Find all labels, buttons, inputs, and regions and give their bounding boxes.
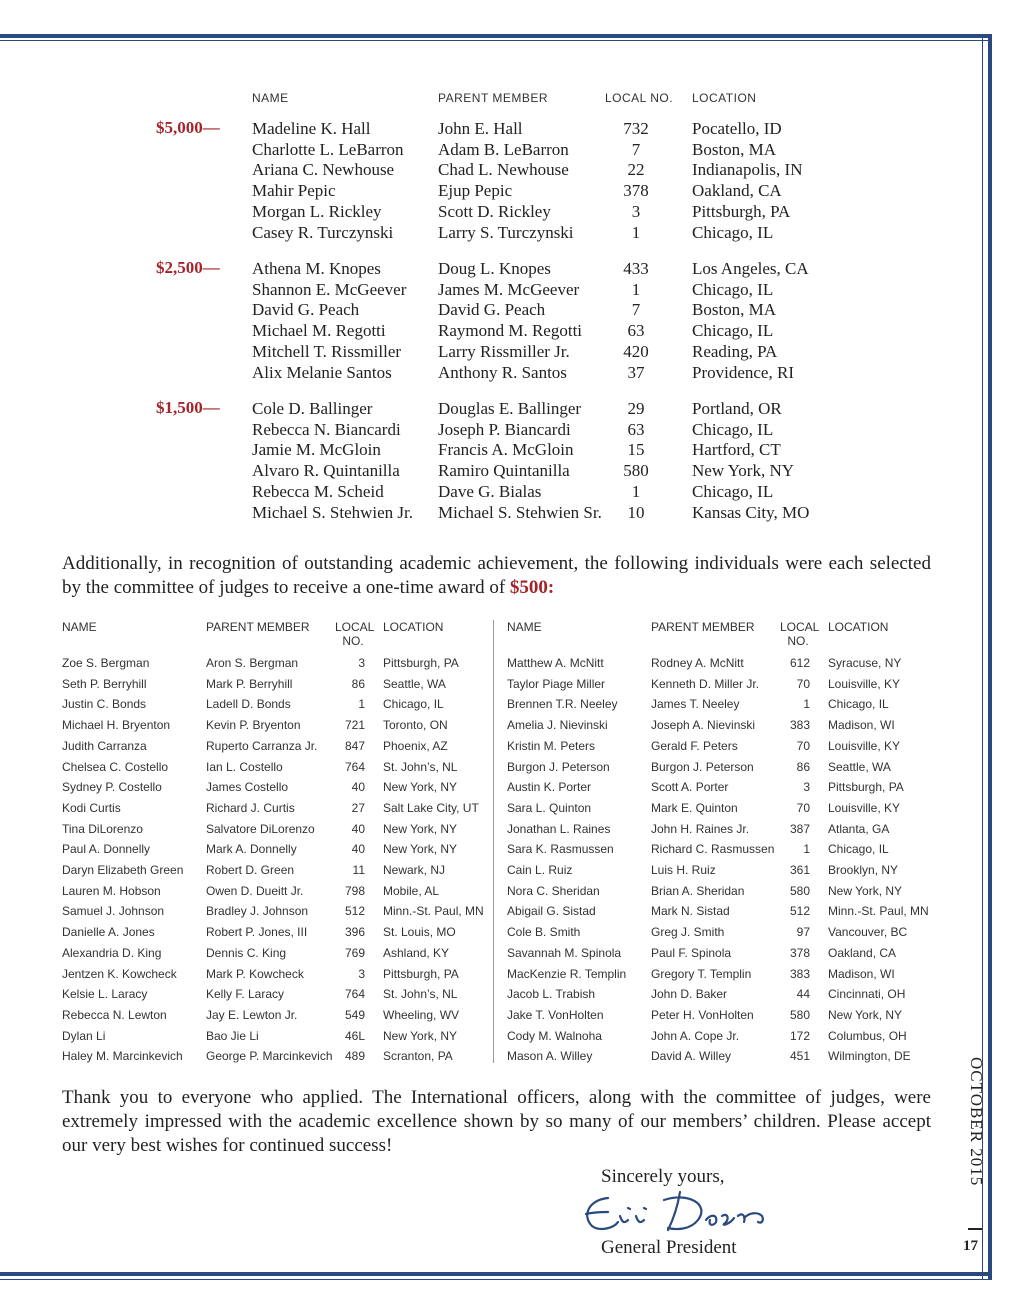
recipient-name: Charlotte L. LeBarron	[252, 139, 404, 159]
recipient-name: Jake T. VonHolten	[507, 1007, 604, 1022]
recipient-name: Lauren M. Hobson	[62, 883, 161, 898]
local-number: 378	[623, 181, 649, 201]
small-header-parent-right: PARENT MEMBER	[651, 620, 755, 634]
parent-member: James Costello	[206, 780, 289, 795]
recipient-name: Burgon J. Peterson	[507, 759, 610, 774]
local-number: 3	[631, 201, 641, 221]
local-number: 580	[789, 883, 810, 898]
local-number: 70	[796, 800, 810, 815]
table-row	[0, 460, 960, 481]
parent-member: Raymond M. Regotti	[438, 321, 583, 341]
recipient-name: Brennen T.R. Neeley	[507, 697, 618, 712]
parent-member: Dave G. Bialas	[438, 481, 542, 501]
recipient-name: Jonathan L. Raines	[507, 821, 611, 836]
parent-member: Robert D. Green	[206, 863, 295, 877]
parent-member: Aron S. Bergman	[206, 656, 299, 670]
local-number: 63	[627, 419, 645, 439]
local-number: 378	[789, 945, 810, 960]
parent-member: Salvatore DiLorenzo	[206, 821, 315, 836]
local-number: 396	[344, 925, 365, 940]
parent-member: Ian L. Costello	[206, 759, 283, 774]
local-number: 172	[789, 1028, 810, 1043]
table-row	[0, 419, 960, 440]
local-number: 27	[351, 800, 365, 815]
recipient-name: Jacob L. Trabish	[507, 987, 596, 1002]
parent-member: Ruperto Carranza Jr.	[206, 738, 318, 753]
signature-image	[578, 1186, 788, 1240]
location: Pittsburgh, PA	[828, 780, 904, 795]
recipient-name: Samuel J. Johnson	[62, 904, 165, 919]
location: New York, NY	[828, 883, 903, 898]
location: Ashland, KY	[383, 945, 450, 960]
parent-member: James M. McGeever	[438, 279, 580, 299]
location: Chicago, IL	[828, 697, 889, 712]
location: Atlanta, GA	[828, 821, 890, 836]
parent-member: Michael S. Stehwien Sr.	[438, 502, 602, 522]
local-number: 29	[627, 399, 645, 418]
parent-member: Anthony R. Santos	[438, 362, 567, 382]
location: Kansas City, MO	[692, 502, 810, 522]
parent-member: Dennis C. King	[206, 945, 287, 960]
local-number: 1	[631, 222, 641, 242]
location: Brooklyn, NY	[828, 863, 899, 877]
local-number: 3	[358, 656, 365, 670]
location: Louisville, KY	[828, 738, 901, 753]
table-row	[0, 341, 960, 362]
location: Chicago, IL	[692, 481, 774, 501]
recipient-name: Austin K. Porter	[507, 780, 592, 795]
location: New York, NY	[383, 842, 458, 857]
parent-member: Ladell D. Bonds	[206, 697, 291, 712]
location: New York, NY	[383, 821, 458, 836]
parent-member: Bradley J. Johnson	[206, 904, 309, 919]
parent-member: Gregory T. Templin	[651, 966, 752, 981]
table-row	[0, 201, 960, 222]
recipient-name: Madeline K. Hall	[252, 119, 371, 138]
location: Oakland, CA	[692, 181, 782, 201]
location: Minn.-St. Paul, MN	[383, 904, 484, 919]
local-number: 7	[631, 300, 641, 320]
parent-member: Larry S. Turczynski	[438, 222, 574, 242]
recipient-name: Cole B. Smith	[507, 925, 581, 940]
local-number: 1	[631, 279, 641, 299]
location: Mobile, AL	[383, 883, 440, 898]
small-header-local-left: LOCAL NO.	[335, 620, 375, 648]
table-row	[0, 222, 960, 243]
issue-date-label: OCTOBER 2015	[967, 1057, 986, 1187]
parent-member: John A. Cope Jr.	[651, 1028, 740, 1043]
recipient-name: Mitchell T. Rissmiller	[252, 341, 402, 361]
parent-member: Jay E. Lewton Jr.	[206, 1007, 298, 1022]
parent-member: George P. Marcinkevich	[206, 1049, 333, 1064]
recipient-name: Alix Melanie Santos	[252, 362, 392, 382]
parent-member: Rodney A. McNitt	[651, 656, 744, 670]
location: Minn.-St. Paul, MN	[828, 904, 929, 919]
recipient-name: Paul A. Donnelly	[62, 842, 151, 857]
location: Madison, WI	[828, 718, 895, 733]
local-number: 3	[803, 780, 810, 795]
table-row	[0, 159, 960, 180]
location: Chicago, IL	[383, 697, 444, 712]
recipient-name: Cain L. Ruiz	[507, 863, 573, 877]
bottom-rule-thin	[0, 1279, 988, 1280]
parent-member: Mark A. Donnelly	[206, 842, 297, 857]
header-parent: PARENT MEMBER	[438, 91, 549, 105]
local-number: 70	[796, 738, 810, 753]
recipient-name: Kelsie L. Laracy	[62, 987, 148, 1002]
location: Boston, MA	[692, 139, 777, 159]
parent-member: Scott A. Porter	[651, 780, 729, 795]
location: Wheeling, WV	[383, 1007, 460, 1022]
recipient-name: Athena M. Knopes	[252, 259, 381, 278]
parent-member: David A. Willey	[651, 1049, 732, 1064]
local-number: 3	[358, 966, 365, 981]
local-number: 721	[344, 718, 365, 733]
location: Reading, PA	[692, 341, 778, 361]
header-local: LOCAL NO.	[605, 91, 674, 105]
parent-member: Ejup Pepic	[438, 181, 513, 201]
recipient-name: Tina DiLorenzo	[62, 821, 143, 836]
parent-member: Douglas E. Ballinger	[438, 399, 582, 418]
location: Chicago, IL	[828, 842, 889, 857]
parent-member: Joseph P. Biancardi	[438, 419, 571, 439]
small-header-location-right: LOCATION	[828, 620, 889, 634]
closing: Sincerely yours,	[601, 1166, 725, 1187]
top-rule-thin	[0, 40, 988, 41]
table-row	[0, 258, 960, 279]
table-row	[0, 180, 960, 201]
local-number: 489	[344, 1049, 365, 1064]
parent-member: Burgon J. Peterson	[651, 759, 754, 774]
recipient-name: Abigail G. Sistad	[507, 904, 596, 919]
local-number: 420	[623, 341, 649, 361]
table-row	[0, 439, 960, 460]
location: New York, NY	[383, 780, 458, 795]
local-number: 512	[789, 904, 810, 919]
location: Toronto, ON	[383, 718, 448, 733]
location: Pittsburgh, PA	[692, 201, 791, 221]
recipient-name: Michael H. Bryenton	[62, 718, 171, 733]
parent-member: John E. Hall	[438, 119, 523, 138]
local-number: 44	[796, 987, 810, 1002]
parent-member: Brian A. Sheridan	[651, 883, 745, 898]
parent-member: Owen D. Dueitt Jr.	[206, 883, 304, 898]
local-number: 1	[631, 481, 641, 501]
recipient-name: Judith Carranza	[62, 738, 147, 753]
recipient-name: Taylor Piage Miller	[507, 676, 606, 691]
table-row	[0, 139, 960, 160]
parent-member: Luis H. Ruiz	[651, 863, 716, 877]
signature-title: General President	[601, 1237, 737, 1258]
recipient-name: Sara K. Rasmussen	[507, 842, 614, 857]
location: St. John’s, NL	[383, 759, 458, 774]
location: New York, NY	[383, 1028, 458, 1043]
award-amount: $2,500—	[156, 258, 220, 277]
parent-member: Joseph A. Nievinski	[651, 718, 756, 733]
location: Pocatello, ID	[692, 119, 782, 138]
local-number: 433	[623, 259, 649, 278]
thank-you-paragraph: Thank you to everyone who applied. The International officers, along with the committee of judges, were extremely impressed with the academic excellence shown by so many of our members’ children. Please accept our very best wishes for continued success!	[62, 1087, 931, 1156]
local-number: 46L	[344, 1028, 365, 1043]
recipient-name: Alexandria D. King	[62, 945, 162, 960]
location: Madison, WI	[828, 966, 895, 981]
location: New York, NY	[828, 1007, 903, 1022]
local-number: 1	[803, 697, 810, 712]
location: Providence, RI	[692, 362, 794, 382]
bottom-rule	[0, 1272, 988, 1276]
local-number: 11	[352, 863, 365, 877]
location: Chicago, IL	[692, 279, 774, 299]
recipient-name: Rebecca M. Scheid	[252, 481, 384, 501]
location: Chicago, IL	[692, 321, 774, 341]
parent-member: Scott D. Rickley	[438, 201, 551, 221]
page-separator	[968, 1228, 982, 1230]
location: Chicago, IL	[692, 222, 774, 242]
local-number: 63	[627, 321, 645, 341]
header-location: LOCATION	[692, 91, 757, 105]
recipient-name: Cody M. Walnoha	[507, 1028, 602, 1043]
small-header-local-right: LOCAL NO.	[780, 620, 820, 648]
parent-member: Kenneth D. Miller Jr.	[651, 676, 760, 691]
column-divider	[493, 620, 494, 1063]
location: Louisville, KY	[828, 676, 901, 691]
parent-member: Mark P. Kowcheck	[206, 966, 304, 981]
parent-member: Francis A. McGloin	[438, 440, 574, 460]
recipient-name: Nora C. Sheridan	[507, 883, 600, 898]
parent-member: Doug L. Knopes	[438, 259, 551, 278]
table-row	[0, 502, 960, 523]
local-number: 86	[351, 676, 365, 691]
local-number: 580	[623, 461, 649, 481]
small-header-parent-left: PARENT MEMBER	[206, 620, 310, 634]
parent-member: Gerald F. Peters	[651, 738, 738, 753]
parent-member: Kevin P. Bryenton	[206, 718, 301, 733]
local-number: 798	[344, 883, 365, 898]
local-number: 383	[789, 718, 810, 733]
local-number: 10	[627, 502, 645, 522]
local-number: 383	[789, 966, 810, 981]
local-number: 612	[789, 656, 810, 670]
location: Pittsburgh, PA	[383, 656, 459, 670]
local-number: 22	[627, 160, 645, 180]
location: Oakland, CA	[828, 945, 897, 960]
location: Scranton, PA	[383, 1049, 453, 1064]
recipient-name: Chelsea C. Costello	[62, 759, 169, 774]
location: St. John’s, NL	[383, 987, 458, 1002]
recipient-name: MacKenzie R. Templin	[507, 966, 627, 981]
local-number: 361	[789, 863, 810, 877]
parent-member: Robert P. Jones, III	[206, 925, 308, 940]
recipient-name: Savannah M. Spinola	[507, 945, 622, 960]
recipient-name: Danielle A. Jones	[62, 925, 155, 940]
recipient-name: Michael S. Stehwien Jr.	[252, 502, 414, 522]
recipient-name: Michael M. Regotti	[252, 321, 386, 341]
recipient-name: Amelia J. Nievinski	[507, 718, 608, 733]
recipient-name: Kristin M. Peters	[507, 738, 596, 753]
parent-member: Chad L. Newhouse	[438, 160, 569, 180]
parent-member: Larry Rissmiller Jr.	[438, 341, 570, 361]
parent-member: James T. Neeley	[651, 697, 740, 712]
local-number: 451	[789, 1049, 810, 1064]
recipient-name: Justin C. Bonds	[62, 697, 147, 712]
table-row	[0, 398, 960, 419]
top-rule	[0, 34, 988, 38]
location: Vancouver, BC	[828, 925, 908, 940]
location: Los Angeles, CA	[692, 259, 809, 278]
table-row	[0, 481, 960, 502]
location: Salt Lake City, UT	[383, 800, 479, 815]
recipient-name: Alvaro R. Quintanilla	[252, 461, 400, 481]
location: New York, NY	[692, 461, 795, 481]
location: Boston, MA	[692, 300, 777, 320]
recipient-name: Zoe S. Bergman	[62, 656, 150, 670]
recipient-name: Jentzen K. Kowcheck	[62, 966, 177, 981]
local-number: 1	[358, 697, 365, 712]
location: Syracuse, NY	[828, 656, 902, 670]
parent-member: Mark N. Sistad	[651, 904, 730, 919]
local-number: 70	[796, 676, 810, 691]
parent-member: Kelly F. Laracy	[206, 987, 285, 1002]
parent-member: David G. Peach	[438, 300, 546, 320]
local-number: 732	[623, 119, 649, 138]
parent-member: John H. Raines Jr.	[651, 821, 750, 836]
recipient-name: Shannon E. McGeever	[252, 279, 407, 299]
parent-member: John D. Baker	[651, 987, 728, 1002]
location: Indianapolis, IN	[692, 160, 803, 180]
recipient-name: Cole D. Ballinger	[252, 399, 373, 418]
parent-member: Mark E. Quinton	[651, 800, 738, 815]
table-row	[0, 320, 960, 341]
location: Chicago, IL	[692, 419, 774, 439]
recipient-name: Matthew A. McNitt	[507, 656, 604, 670]
local-number: 549	[344, 1007, 365, 1022]
recipient-name: Dylan Li	[62, 1028, 106, 1043]
table-row	[0, 362, 960, 383]
table-row	[0, 299, 960, 320]
local-number: 512	[344, 904, 365, 919]
location: Phoenix, AZ	[383, 738, 448, 753]
local-number: 37	[627, 362, 645, 382]
parent-member: Paul F. Spinola	[651, 945, 732, 960]
recipient-name: Rebecca N. Biancardi	[252, 419, 401, 439]
small-header-name-left: NAME	[62, 620, 97, 634]
location: Hartford, CT	[692, 440, 781, 460]
local-number: 40	[351, 842, 365, 857]
recipient-name: Rebecca N. Lewton	[62, 1007, 167, 1022]
header-name: NAME	[252, 91, 289, 105]
recipient-name: Haley M. Marcinkevich	[62, 1049, 183, 1064]
recipient-name: Mason A. Willey	[507, 1049, 593, 1064]
location: Portland, OR	[692, 399, 782, 418]
local-number: 580	[789, 1007, 810, 1022]
location: Seattle, WA	[828, 759, 891, 774]
location: St. Louis, MO	[383, 925, 456, 940]
local-number: 764	[344, 759, 365, 774]
page-number: 17	[963, 1238, 978, 1254]
recipient-name: Seth P. Berryhill	[62, 676, 147, 691]
location: Seattle, WA	[383, 676, 446, 691]
recipient-name: Sydney P. Costello	[62, 780, 162, 795]
recipient-name: Ariana C. Newhouse	[252, 160, 395, 180]
local-number: 7	[631, 139, 641, 159]
local-number: 847	[344, 738, 365, 753]
local-number: 387	[789, 821, 810, 836]
additional-paragraph: Additionally, in recognition of outstanding academic achievement, the following individuals were each selected by the committee of judges to receive a one-time award of $500:	[62, 553, 931, 598]
table-row	[0, 118, 960, 139]
local-number: 15	[627, 440, 645, 460]
small-header-name-right: NAME	[507, 620, 542, 634]
location: Cincinnati, OH	[828, 987, 906, 1002]
award-amount: $5,000—	[156, 118, 220, 137]
award-amount: $1,500—	[156, 398, 220, 417]
local-number: 40	[351, 821, 365, 836]
parent-member: Richard J. Curtis	[206, 800, 295, 815]
location: Louisville, KY	[828, 800, 901, 815]
local-number: 764	[344, 987, 365, 1002]
parent-member: Ramiro Quintanilla	[438, 461, 570, 481]
small-header-location-left: LOCATION	[383, 620, 444, 634]
recipient-name: David G. Peach	[252, 300, 360, 320]
parent-member: Bao Jie Li	[206, 1028, 259, 1043]
recipient-name: Mahir Pepic	[252, 181, 336, 201]
location: Columbus, OH	[828, 1028, 907, 1043]
local-number: 86	[796, 759, 810, 774]
recipient-name: Kodi Curtis	[62, 800, 121, 815]
local-number: 1	[803, 842, 810, 857]
local-number: 40	[351, 780, 365, 795]
parent-member: Greg J. Smith	[651, 925, 725, 940]
parent-member: Peter H. VonHolten	[651, 1007, 754, 1022]
local-number: 97	[796, 925, 810, 940]
recipient-name: Casey R. Turczynski	[252, 222, 394, 242]
parent-member: Mark P. Berryhill	[206, 676, 293, 691]
recipient-name: Morgan L. Rickley	[252, 201, 382, 221]
location: Pittsburgh, PA	[383, 966, 459, 981]
location: Newark, NJ	[383, 863, 446, 877]
parent-member: Adam B. LeBarron	[438, 139, 569, 159]
recipient-name: Jamie M. McGloin	[252, 440, 381, 460]
location: Wilmington, DE	[828, 1049, 911, 1064]
recipient-name: Daryn Elizabeth Green	[62, 863, 184, 877]
table-row	[0, 279, 960, 300]
recipient-name: Sara L. Quinton	[507, 800, 592, 815]
parent-member: Richard C. Rasmussen	[651, 842, 775, 857]
local-number: 769	[344, 945, 365, 960]
